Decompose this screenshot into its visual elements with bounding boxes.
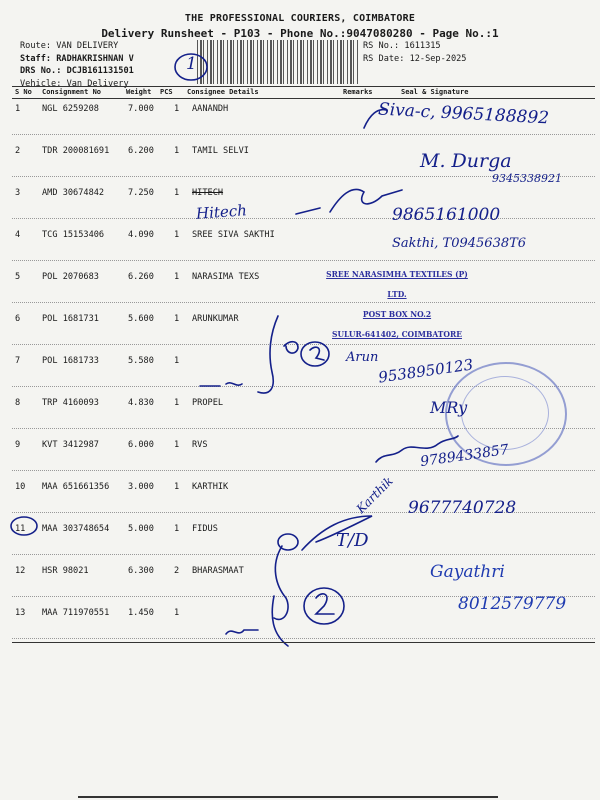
row-weight: 4.090 bbox=[128, 230, 154, 240]
row-pcs: 1 bbox=[174, 230, 180, 240]
row-pcs: 1 bbox=[174, 314, 180, 324]
row-consignee: FIDUS bbox=[192, 524, 218, 534]
route-details bbox=[20, 40, 134, 90]
row-sno: 1 bbox=[15, 104, 21, 114]
row-consignment: POL 1681731 bbox=[42, 314, 99, 324]
circled-mark-row13 bbox=[300, 584, 348, 628]
table-row bbox=[0, 264, 600, 306]
row-consignee: TAMIL SELVI bbox=[192, 146, 249, 156]
row-separator bbox=[12, 134, 595, 135]
handwritten-name-row2: M. Durga bbox=[420, 150, 512, 172]
col-weight: Weight bbox=[126, 88, 152, 96]
handwritten-phone-row12: 8012579779 bbox=[458, 594, 567, 614]
col-seal: Seal & Signature bbox=[401, 88, 469, 96]
row-pcs: 1 bbox=[174, 524, 180, 534]
row-separator bbox=[12, 302, 595, 303]
row-sno: 7 bbox=[15, 356, 21, 366]
handwritten-phone-row4: 9865161000 bbox=[392, 205, 501, 225]
rs-details bbox=[363, 40, 466, 65]
table-bottom-rule bbox=[12, 642, 595, 643]
row-pcs: 1 bbox=[174, 146, 180, 156]
handwritten-name-row3: Hitech bbox=[195, 201, 248, 223]
page-bottom-rule bbox=[78, 796, 498, 798]
row-consignment: POL 1681733 bbox=[42, 356, 99, 366]
row-weight: 5.580 bbox=[128, 356, 154, 366]
handwritten-sign-row1: Siva-c, 9965188892 bbox=[377, 99, 550, 129]
tick-mark-row13 bbox=[222, 622, 262, 642]
row-consignment: POL 2070683 bbox=[42, 272, 99, 282]
circled-number-text: 1 bbox=[186, 54, 197, 74]
signature-stroke-row1 bbox=[360, 104, 390, 132]
row-consignee: AANANDH bbox=[192, 104, 229, 114]
handwritten-sign-row4: Sakthi, T0945638T6 bbox=[392, 236, 527, 251]
handwritten-phone-row7: 9538950123 bbox=[377, 355, 475, 387]
row-weight: 4.830 bbox=[128, 398, 154, 408]
rs-number: RS No.: 1611315 bbox=[363, 41, 441, 51]
row-pcs: 1 bbox=[174, 482, 180, 492]
row-sno: 10 bbox=[15, 482, 26, 492]
row-sno: 4 bbox=[15, 230, 21, 240]
row-weight: 6.200 bbox=[128, 146, 154, 156]
col-pcs: PCS bbox=[160, 88, 173, 96]
row-consignee: HITECH bbox=[192, 188, 224, 198]
col-consignment: Consignment No bbox=[42, 88, 102, 96]
row-sno: 13 bbox=[15, 608, 26, 618]
row-consignee: RVS bbox=[192, 440, 208, 450]
row-weight: 6.300 bbox=[128, 566, 154, 576]
row-consignee: PROPEL bbox=[192, 398, 224, 408]
row-weight: 7.250 bbox=[128, 188, 154, 198]
row-pcs: 1 bbox=[174, 608, 180, 618]
row-sno: 11 bbox=[15, 524, 26, 534]
vehicle-line: Vehicle: Van Delivery bbox=[20, 78, 129, 89]
handwritten-td-row11: T/D bbox=[336, 530, 369, 551]
handwritten-sign-row8: MRy bbox=[430, 398, 468, 417]
row-pcs: 1 bbox=[174, 398, 180, 408]
row-weight: 5.600 bbox=[128, 314, 154, 324]
col-consignee: Consignee Details bbox=[187, 88, 259, 96]
row-separator bbox=[12, 260, 595, 261]
handwritten-phone-row10: 9677740728 bbox=[408, 498, 517, 518]
row-consignment: NGL 6259208 bbox=[42, 104, 99, 114]
company-name: THE PROFESSIONAL COURIERS, COIMBATORE bbox=[184, 13, 416, 24]
row-consignee: ARUNKUMAR bbox=[192, 314, 239, 324]
row-consignee: BHARASMAAT bbox=[192, 566, 244, 576]
handwritten-phone-row2: 9345338921 bbox=[492, 172, 562, 185]
row-consignment: MAA 651661356 bbox=[42, 482, 110, 492]
row-sno: 8 bbox=[15, 398, 21, 408]
stamp-line-2: POST BOX NO.2 bbox=[362, 309, 432, 319]
row-consignment: MAA 303748654 bbox=[42, 524, 110, 534]
row-sno: 5 bbox=[15, 272, 21, 282]
row-pcs: 1 bbox=[174, 272, 180, 282]
row-consignment: KVT 3412987 bbox=[42, 440, 99, 450]
tick-mark-row7 bbox=[196, 378, 256, 394]
row-weight: 6.000 bbox=[128, 440, 154, 450]
row-consignment: AMD 30674842 bbox=[42, 188, 105, 198]
col-sno: S No bbox=[15, 88, 32, 96]
signature-strokes-row11-13 bbox=[262, 506, 392, 656]
header-rule-top bbox=[12, 86, 595, 87]
row-consignment: MAA 711970551 bbox=[42, 608, 110, 618]
row-consignee: NARASIMA TEXS bbox=[192, 272, 260, 282]
row-pcs: 1 bbox=[174, 440, 180, 450]
row-pcs: 1 bbox=[174, 104, 180, 114]
row-consignment: TDR 200081691 bbox=[42, 146, 110, 156]
row-weight: 5.000 bbox=[128, 524, 154, 534]
row-pcs: 1 bbox=[174, 356, 180, 366]
handwritten-name-row10: Karthik bbox=[353, 473, 396, 517]
drs-line: DRS No.: DCJB161131501 bbox=[20, 66, 134, 76]
row-sno: 9 bbox=[15, 440, 21, 450]
stamp-line-3: SULUR-641402, COIMBATORE bbox=[332, 329, 462, 339]
row-pcs: 1 bbox=[174, 188, 180, 198]
barcode bbox=[197, 40, 360, 84]
row-sno: 12 bbox=[15, 566, 26, 576]
row-sno: 6 bbox=[15, 314, 21, 324]
row-consignee: SREE SIVA SAKTHI bbox=[192, 230, 275, 240]
runsheet-title: Delivery Runsheet - P103 - Phone No.:9047080280 - Page No.:1 bbox=[101, 27, 499, 40]
handwritten-name-row7: Arun bbox=[346, 350, 379, 365]
row-consignment: TRP 4160093 bbox=[42, 398, 99, 408]
signature-strokes-row6-7 bbox=[250, 310, 360, 402]
route-line: Route: VAN DELIVERY bbox=[20, 41, 119, 51]
row-weight: 3.000 bbox=[128, 482, 154, 492]
handwritten-name-row12: Gayathri bbox=[430, 562, 505, 582]
staff-line: Staff: RADHAKRISHNAN V bbox=[20, 53, 134, 64]
row-separator bbox=[12, 470, 595, 471]
rs-date: RS Date: 12-Sep-2025 bbox=[363, 53, 467, 64]
handwritten-phone-row9: 9789433857 bbox=[419, 441, 510, 471]
stamp-line-1: SREE NARASIMHA TEXTILES (P) LTD. bbox=[326, 269, 468, 299]
row-consignee: KARTHIK bbox=[192, 482, 229, 492]
row-sno: 2 bbox=[15, 146, 21, 156]
row-consignment: HSR 98021 bbox=[42, 566, 89, 576]
row-11-circle-mark bbox=[8, 514, 40, 538]
row-pcs: 2 bbox=[174, 566, 180, 576]
row-sno: 3 bbox=[15, 188, 21, 198]
row-weight: 1.450 bbox=[128, 608, 154, 618]
col-remarks: Remarks bbox=[343, 88, 373, 96]
row-consignment: TCG 15153406 bbox=[42, 230, 105, 240]
row-weight: 6.260 bbox=[128, 272, 154, 282]
row-weight: 7.000 bbox=[128, 104, 154, 114]
